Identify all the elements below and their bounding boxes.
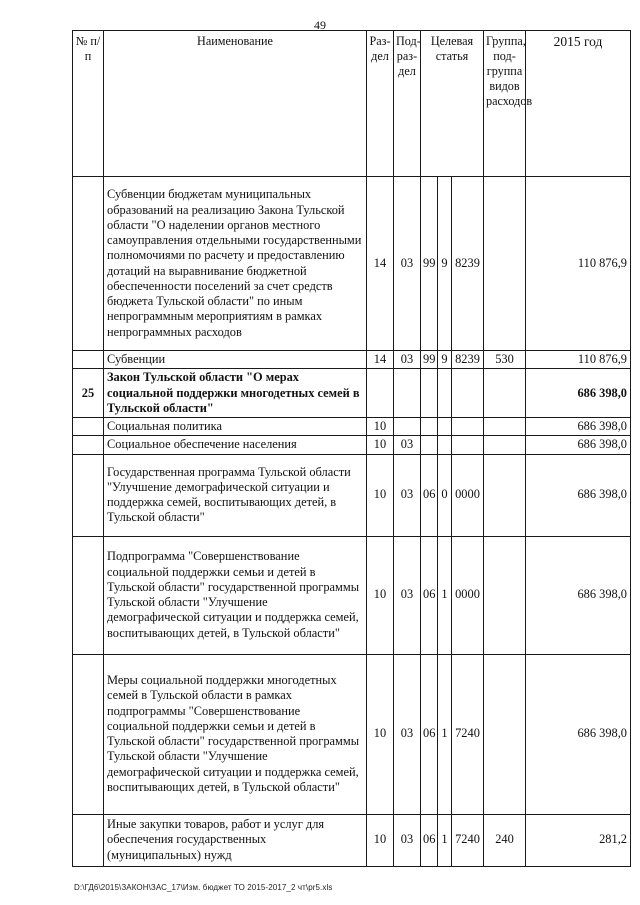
row-sum: 686 398,0 — [526, 536, 631, 654]
row-statia-code: 8239 — [452, 177, 484, 351]
row-vid — [484, 454, 526, 536]
table-row-bold — [73, 369, 631, 418]
header-num: № п/п — [73, 31, 104, 177]
row-num — [73, 436, 104, 454]
row-statia-code: 7240 — [452, 814, 484, 866]
table-header-row — [73, 31, 631, 177]
row-name: Государственная программа Тульской области "Улучшение демографической ситуации и поддержка семей, воспитывающих детей, в Тульской области" — [104, 454, 367, 536]
table-row — [73, 351, 631, 369]
header-podrazdel: Под-раз-дел — [394, 31, 421, 177]
table-row — [73, 436, 631, 454]
row-razdel: 10 — [367, 654, 394, 814]
row-sum: 686 398,0 — [526, 654, 631, 814]
row-statia-sub: 1 — [438, 814, 452, 866]
row-razdel: 14 — [367, 177, 394, 351]
table-row — [73, 654, 631, 814]
row-razdel: 10 — [367, 454, 394, 536]
footer-file-path: D:\ГД6\2015\ЗАКОН\ЗАС_17\Изм. бюджет ТО 2015-2017_2 чт\pr5.xls — [74, 883, 333, 892]
row-statia-program: 06 — [421, 654, 438, 814]
row-sum: 110 876,9 — [526, 351, 631, 369]
row-num — [73, 654, 104, 814]
row-sum: 686 398,0 — [526, 454, 631, 536]
row-statia-program: 06 — [421, 454, 438, 536]
row-statia-code — [452, 369, 484, 418]
row-name: Закон Тульской области "О мерах социальной поддержки многодетных семей в Тульской области" — [104, 369, 367, 418]
row-name: Меры социальной поддержки многодетных семей в Тульской области в рамках подпрограммы "Совершенствование социальной поддержки семьи и детей в Тульской области" государственной программы Тульской области "Улучшение демографической ситуации и поддержка семей, воспитывающих детей, в Тульской области" — [104, 654, 367, 814]
header-statia: Целевая статья — [421, 31, 484, 177]
row-razdel — [367, 369, 394, 418]
row-statia-sub: 9 — [438, 177, 452, 351]
table-row — [73, 177, 631, 351]
header-year: 2015 год — [526, 31, 631, 177]
row-statia-sub: 9 — [438, 351, 452, 369]
row-num — [73, 351, 104, 369]
row-sum: 686 398,0 — [526, 418, 631, 436]
row-statia-code: 7240 — [452, 654, 484, 814]
row-name: Социальная политика — [104, 418, 367, 436]
row-sum: 281,2 — [526, 814, 631, 866]
row-statia-code: 0000 — [452, 454, 484, 536]
header-name: Наименование — [104, 31, 367, 177]
row-name: Субвенции бюджетам муниципальных образований на реализацию Закона Тульской области "О наделении органов местного самоуправления отдельными государственными полномочиями по расчету и предоставлению дотаций на выравнивание бюджетной обеспеченности поселений за счет средств бюджета Тульской области" по иным непрограммным мероприятиям в рамках непрограммных расходов — [104, 177, 367, 351]
row-vid — [484, 418, 526, 436]
row-podrazdel — [394, 369, 421, 418]
row-num: 25 — [73, 369, 104, 418]
table-row — [73, 814, 631, 866]
row-name: Иные закупки товаров, работ и услуг для обеспечения государственных (муниципальных) нужд — [104, 814, 367, 866]
row-name: Субвенции — [104, 351, 367, 369]
row-statia-sub — [438, 369, 452, 418]
row-name: Социальное обеспечение населения — [104, 436, 367, 454]
row-sum: 686 398,0 — [526, 436, 631, 454]
row-podrazdel: 03 — [394, 654, 421, 814]
row-podrazdel: 03 — [394, 814, 421, 866]
row-vid — [484, 536, 526, 654]
row-podrazdel: 03 — [394, 436, 421, 454]
table-row — [73, 418, 631, 436]
row-vid — [484, 654, 526, 814]
row-name: Подпрограмма "Совершенствование социальной поддержки семьи и детей в Тульской области" государственной программы Тульской области "Улучшение демографической ситуации и поддержка семей, воспитывающих детей, в Тульской области" — [104, 536, 367, 654]
row-statia-program: 06 — [421, 536, 438, 654]
row-vid — [484, 369, 526, 418]
row-statia-program: 99 — [421, 351, 438, 369]
row-num — [73, 814, 104, 866]
row-num — [73, 454, 104, 536]
row-podrazdel: 03 — [394, 351, 421, 369]
row-razdel: 14 — [367, 351, 394, 369]
row-razdel: 10 — [367, 814, 394, 866]
row-razdel: 10 — [367, 436, 394, 454]
row-statia-code — [452, 418, 484, 436]
row-podrazdel — [394, 418, 421, 436]
row-statia-sub: 1 — [438, 536, 452, 654]
table-row — [73, 536, 631, 654]
row-statia-program — [421, 369, 438, 418]
row-sum: 686 398,0 — [526, 369, 631, 418]
row-statia-code: 8239 — [452, 351, 484, 369]
row-podrazdel: 03 — [394, 177, 421, 351]
row-num — [73, 418, 104, 436]
row-num — [73, 177, 104, 351]
row-statia-sub — [438, 418, 452, 436]
row-statia-sub: 0 — [438, 454, 452, 536]
header-vid: Группа, под-группа видов расходов — [484, 31, 526, 177]
row-vid: 530 — [484, 351, 526, 369]
row-statia-program: 06 — [421, 814, 438, 866]
row-podrazdel: 03 — [394, 454, 421, 536]
row-statia-program — [421, 436, 438, 454]
row-vid: 240 — [484, 814, 526, 866]
row-statia-sub: 1 — [438, 654, 452, 814]
row-num — [73, 536, 104, 654]
row-razdel: 10 — [367, 418, 394, 436]
row-statia-program — [421, 418, 438, 436]
budget-table — [72, 30, 631, 867]
row-statia-code: 0000 — [452, 536, 484, 654]
table-row — [73, 454, 631, 536]
header-razdel: Раз-дел — [367, 31, 394, 177]
row-razdel: 10 — [367, 536, 394, 654]
row-sum: 110 876,9 — [526, 177, 631, 351]
row-vid — [484, 177, 526, 351]
row-vid — [484, 436, 526, 454]
row-statia-sub — [438, 436, 452, 454]
row-statia-code — [452, 436, 484, 454]
row-podrazdel: 03 — [394, 536, 421, 654]
page-number: 49 — [314, 18, 326, 32]
row-statia-program: 99 — [421, 177, 438, 351]
